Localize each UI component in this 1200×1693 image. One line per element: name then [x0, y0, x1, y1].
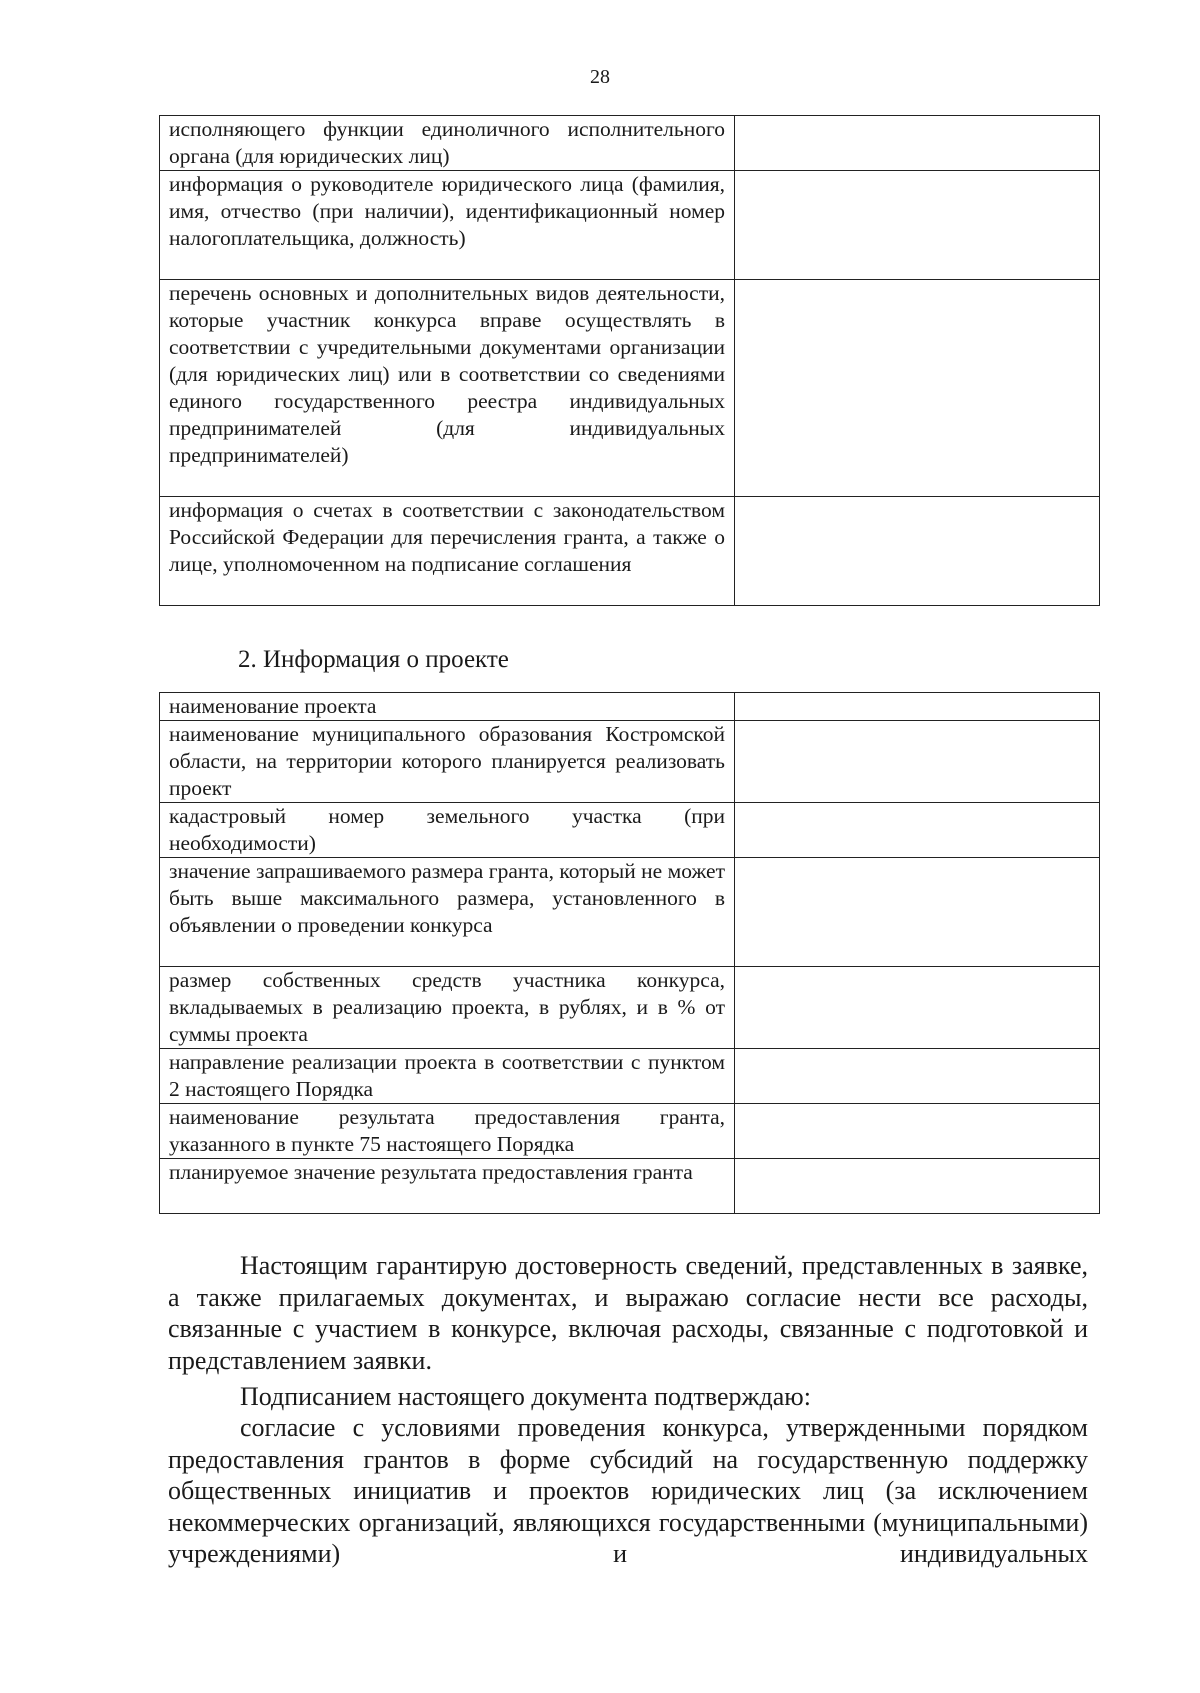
row-value-field[interactable]	[735, 967, 1100, 1049]
row-label: исполняющего функции единоличного исполнительного органа (для юридических лиц)	[160, 116, 735, 171]
row-label: размер собственных средств участника конкурса, вкладываемых в реализацию проекта, в рублях, и в % от суммы проекта	[160, 967, 735, 1049]
table-row	[160, 1159, 1100, 1214]
table-row	[160, 497, 1100, 606]
row-label: направление реализации проекта в соответствии с пунктом 2 настоящего Порядка	[160, 1049, 735, 1104]
row-label: перечень основных и дополнительных видов деятельности, которые участник конкурса вправе осуществлять в соответствии с учредительными документами организации (для юридических лиц) или в соответствии со сведениями единого государственного реестра индивидуальных предпринимателей (для индивидуальных предпринимателей)	[160, 280, 735, 497]
row-value-field[interactable]	[735, 1104, 1100, 1159]
row-label: планируемое значение результата предоставления гранта	[160, 1159, 735, 1214]
confirmation-intro	[168, 1381, 1088, 1413]
applicant-info-table	[159, 115, 1100, 606]
row-value-field[interactable]	[735, 171, 1100, 280]
table-row	[160, 721, 1100, 803]
table-row	[160, 693, 1100, 721]
table-row	[160, 171, 1100, 280]
row-value-field[interactable]	[735, 280, 1100, 497]
table-row	[160, 1049, 1100, 1104]
paragraph-text: Подписанием настоящего документа подтверждаю:	[240, 1382, 811, 1411]
table-row	[160, 858, 1100, 967]
table-row	[160, 1104, 1100, 1159]
table-row	[160, 967, 1100, 1049]
row-value-field[interactable]	[735, 693, 1100, 721]
row-label: значение запрашиваемого размера гранта, который не может быть выше максимального размера, установленного в объявлении о проведении конкурса	[160, 858, 735, 967]
row-value-field[interactable]	[735, 1159, 1100, 1214]
consent-paragraph	[168, 1412, 1088, 1570]
row-value-field[interactable]	[735, 721, 1100, 803]
row-value-field[interactable]	[735, 116, 1100, 171]
project-info-table	[159, 692, 1100, 1214]
row-label: информация о руководителе юридического лица (фамилия, имя, отчество (при наличии), идентификационный номер налогоплательщика, должность)	[160, 171, 735, 280]
section-heading: 2. Информация о проекте	[238, 646, 509, 673]
table-row	[160, 116, 1100, 171]
table-row	[160, 803, 1100, 858]
paragraph-text: согласие с условиями проведения конкурса, утвержденными порядком предоставления грантов в форме субсидий на государственную поддержку общественных инициатив и проектов юридических лиц (за исключением некоммерческих организаций, являющихся государственными (муниципальными) учреждениями) и индивидуальных	[168, 1413, 1088, 1568]
row-value-field[interactable]	[735, 1049, 1100, 1104]
page-number: 28	[590, 66, 610, 88]
row-label: кадастровый номер земельного участка (при необходимости)	[160, 803, 735, 858]
row-value-field[interactable]	[735, 858, 1100, 967]
paragraph-text: Настоящим гарантирую достоверность сведений, представленных в заявке, а также прилагаемых документах, и выражаю согласие нести все расходы, связанные с участием в конкурсе, включая расходы, связанные с подготовкой и представлением заявки.	[168, 1251, 1088, 1375]
row-value-field[interactable]	[735, 803, 1100, 858]
row-value-field[interactable]	[735, 497, 1100, 606]
table-row	[160, 280, 1100, 497]
guarantee-paragraph	[168, 1250, 1088, 1376]
row-label: наименование муниципального образования Костромской области, на территории которого планируется реализовать проект	[160, 721, 735, 803]
row-label: информация о счетах в соответствии с законодательством Российской Федерации для перечисления гранта, а также о лице, уполномоченном на подписание соглашения	[160, 497, 735, 606]
row-label: наименование результата предоставления гранта, указанного в пункте 75 настоящего Порядка	[160, 1104, 735, 1159]
row-label: наименование проекта	[160, 693, 735, 721]
